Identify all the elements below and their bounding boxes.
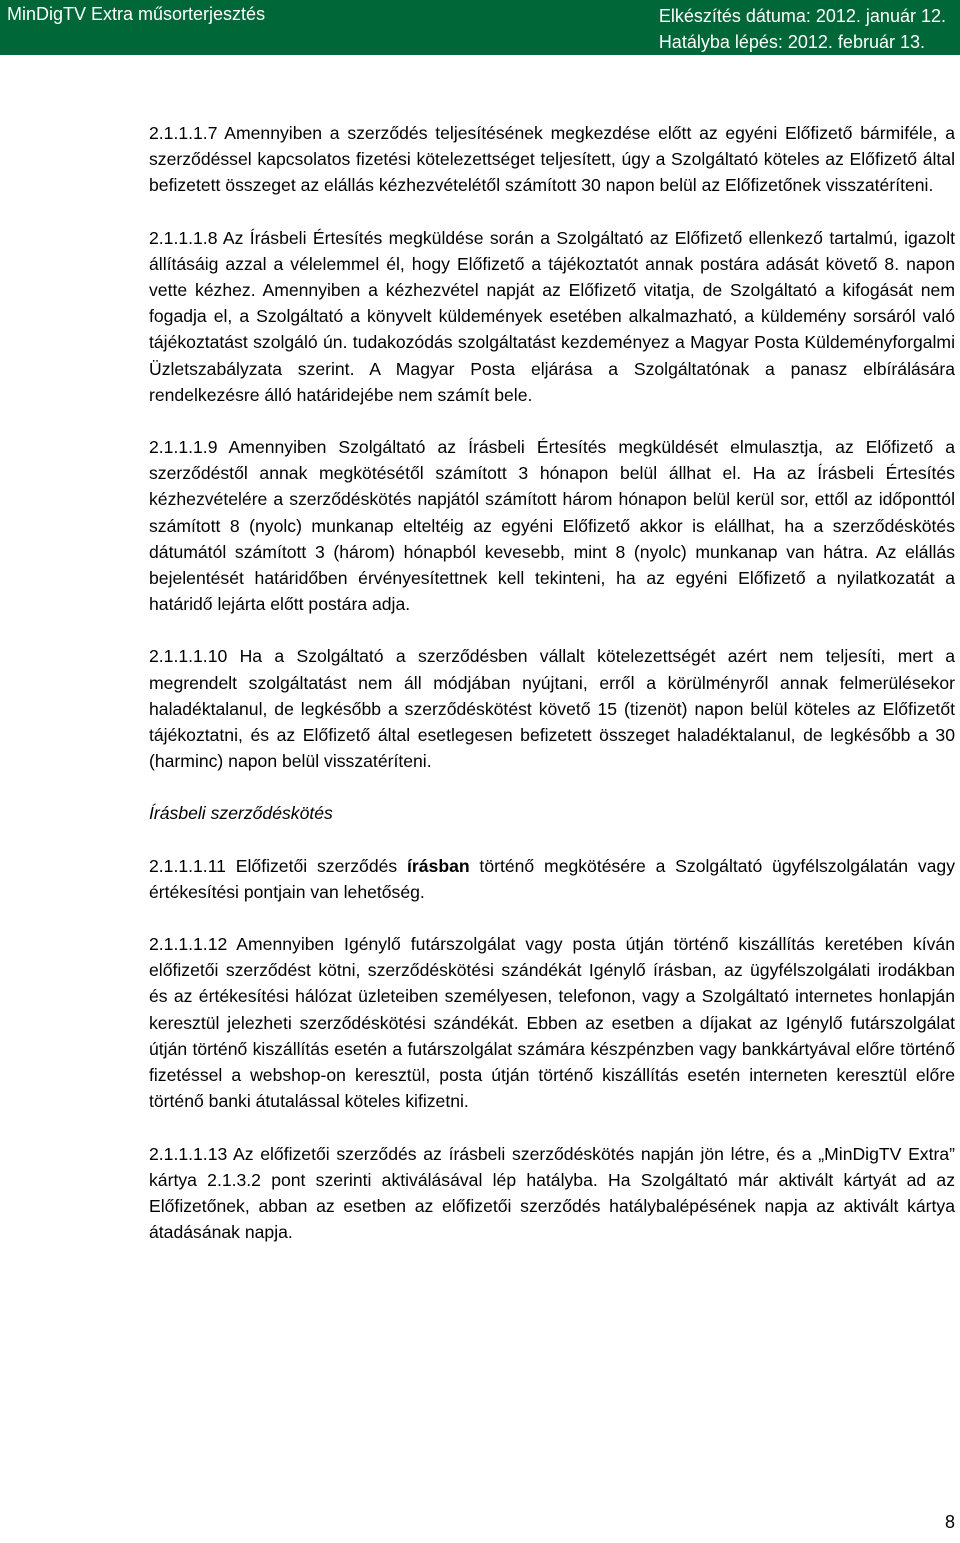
paragraph-2-1-1-1-13: 2.1.1.1.13 Az előfizetői szerződés az írásbeli szerződéskötés napján jön létre, és a „MinDigTV Extra” kártya 2.1.3.2 pont szerinti aktiválásával lép hatályba. Ha Szolgáltató már aktivált kártyát ad az Előfizetőnek, abban az esetben az előfizetői szerződés hatálybalépésének napja az aktivált kártya átadásának napja. [149, 1143, 955, 1243]
creation-date: Elkészítés dátuma: 2012. január 12. [658, 6, 946, 26]
header-dates [659, 3, 946, 55]
paragraph-2-1-1-1-11 [149, 853, 955, 905]
paragraph-2-1-1-1-7: 2.1.1.1.7 Amennyiben a szerződés teljesítésének megkezdése előtt az egyéni Előfizető bármiféle, a szerződéssel kapcsolatos fizetési kötelezettséget teljesített, úgy a Szolgáltató köteles az Előfizető által befizetett összeget az elállás kézhezvételétől számított 30 napon belül az Előfizetőnek visszatéríteni. [149, 123, 955, 196]
document-title: MinDigTV Extra műsorterjesztés [7, 4, 266, 24]
p11-bold-text: írásban [407, 855, 470, 876]
page-header [0, 0, 960, 55]
p11-text-end: történő megkötésére a Szolgáltató ügyfélszolgálatán vagy értékesítési pontjain van lehetőség. [149, 855, 955, 902]
effective-date: Hatályba lépés: 2012. február 13. [658, 32, 925, 52]
page-number: 8 [944, 1512, 955, 1532]
section-subtitle: Írásbeli szerződéskötés [149, 803, 333, 824]
paragraph-2-1-1-1-12: 2.1.1.1.12 Amennyiben Igénylő futárszolgálat vagy posta útján történő kiszállítás keretében kíván előfizetői szerződést kötni, szerződéskötési szándékát Igénylő írásban, az ügyfélszolgálati irodákban és az értékesítési hálózat üzleteiben személyesen, telefonon, vagy a Szolgáltató internetes honlapján keresztül jelezheti szerződéskötési szándékát. Ebben az esetben a díjakat az Igénylő futárszolgálat útján történő kiszállítás esetén a futárszolgálat számára készpénzben vagy bankkártyával előre történő fizetéssel a webshop-on keresztül, posta útján történő kiszállítás esetén interneten keresztül előre történő banki átutalással köteles kifizetni. [149, 934, 955, 1112]
paragraph-2-1-1-1-9: 2.1.1.1.9 Amennyiben Szolgáltató az Írásbeli Értesítés megküldését elmulasztja, az Előfizető a szerződéstől annak megkötésétől számított 3 hónapon belül állhat el. Ha az Írásbeli Értesítés kézhezvételére a szerződéskötés napjától számított három hónapon belül kerül sor, ettől az időponttól számított 8 (nyolc) munkanap elteltéig az egyéni Előfizető akkor is elállhat, ha a szerződéskötés dátumától számított 3 (három) hónapból kevesebb, mint 8 (nyolc) munkanap van hátra. Az elállás bejelentését határidőben érvényesítettnek kell tekinteni, ha az egyéni Előfizető a nyilatkozatát a határidő lejárta előtt postára adja. [149, 437, 955, 615]
paragraph-2-1-1-1-10: 2.1.1.1.10 Ha a Szolgáltató a szerződésben vállalt kötelezettségét azért nem teljesíti, mert a megrendelt szolgáltatást nem áll módjában nyújtani, erről a körülményről annak felmerülésekor haladéktalanul, de legkésőbb a szerződéskötést követő 15 (tizenöt) napon belül köteles az Előfizetőt tájékoztatni, és az Előfizető által esetlegesen befizetett összeget haladéktalanul, de legkésőbb a 30 (harminc) napon belül visszatéríteni. [149, 646, 955, 772]
p11-text-start: 2.1.1.1.11 Előfizetői szerződés [149, 855, 408, 876]
paragraph-2-1-1-1-8: 2.1.1.1.8 Az Írásbeli Értesítés megküldése során a Szolgáltató az Előfizető ellenkező tartalmú, igazolt állításáig azzal a vélelemmel él, hogy Előfizető a tájékoztatót annak postára adását követő 8. napon vette kézhez. Amennyiben a kézhezvétel napját az Előfizető vitatja, de Szolgáltató a kifogását nem fogadja el, a Szolgáltató a könyvelt küldemények esetében alkalmazható, a küldemény sorsáról való tájékoztatást szolgáló ún. tudakozódás szolgáltatást kezdeményez a Magyar Posta Küldeményforgalmi Üzletszabályzata szerint. A Magyar Posta eljárása a Szolgáltatónak a panasz elbírálására rendelkezésre álló határidejébe nem számít bele. [149, 227, 955, 405]
document-body [149, 120, 955, 1271]
